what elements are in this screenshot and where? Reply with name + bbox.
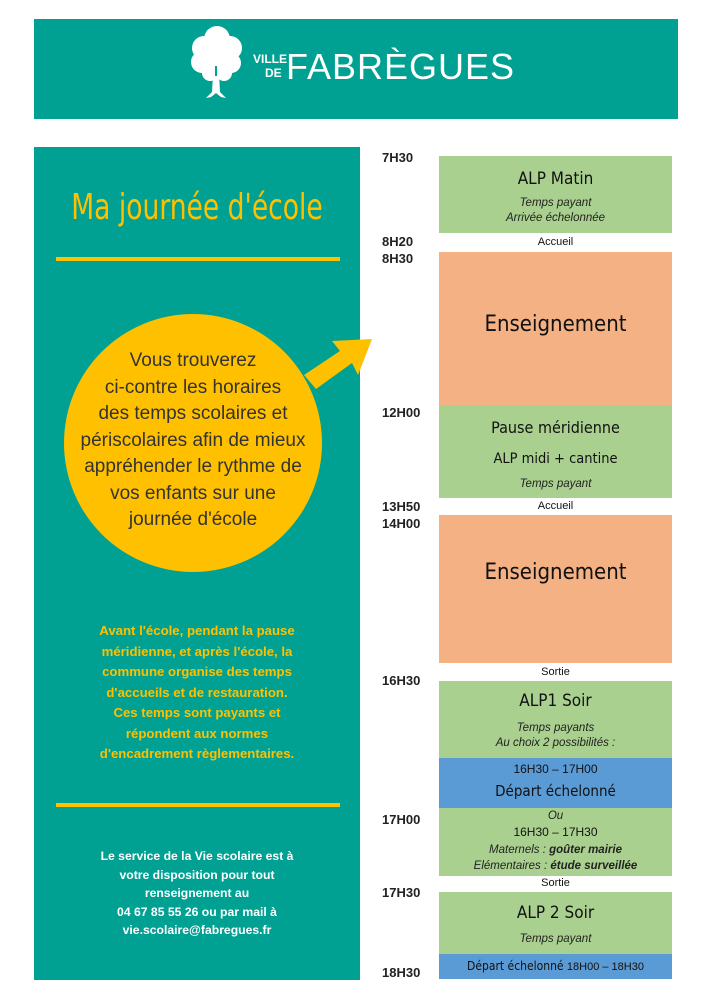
contact-info	[54, 847, 340, 940]
alp1-soir-line: Temps payants	[516, 722, 595, 734]
elementaires-value: étude surveillée	[550, 860, 638, 872]
tree-icon	[190, 26, 242, 102]
brand-ville: VILLE	[253, 52, 288, 66]
maternels-label: Maternels :	[489, 844, 550, 856]
contact-line: votre disposition pour tout	[119, 867, 275, 882]
depart-echelonne-evening-block	[439, 954, 672, 979]
intro-line: appréhender le rythme de	[84, 456, 302, 477]
depart-evening-title: Départ échelonné	[467, 959, 564, 973]
intro-line: périscolaires afin de mieux	[80, 429, 306, 451]
depart-time: 16H30 – 17H00	[513, 762, 598, 776]
maternels-value: goûter mairie	[549, 844, 622, 856]
accueil-label: Accueil	[537, 236, 574, 248]
intro-text	[64, 348, 322, 534]
pause-meridienne-block	[439, 405, 672, 498]
intro-line: journée d'école	[128, 509, 258, 530]
info-line: Ces temps sont payants et	[113, 705, 281, 720]
time-label: 8H20	[382, 234, 414, 249]
info-line: commune organise des temps	[102, 664, 292, 679]
pause-title: Pause méridienne	[491, 418, 620, 437]
time-label: 17H00	[382, 812, 421, 827]
alp-matin-line: Temps payant	[519, 197, 592, 209]
intro-circle	[64, 314, 322, 572]
info-panel	[34, 147, 360, 980]
option-elementaires	[439, 859, 672, 873]
divider-top	[56, 257, 340, 261]
pause-line: Temps payant	[519, 478, 592, 490]
contact-email[interactable]: vie.scolaire@fabregues.fr	[122, 923, 272, 938]
sortie-label: Sortie	[541, 877, 570, 889]
time-label: 17H30	[382, 885, 421, 900]
info-line: méridienne, et après l'école, la	[101, 643, 293, 659]
enseignement-afternoon-block	[439, 515, 672, 663]
contact-line: Le service de la Vie scolaire est à	[100, 849, 294, 863]
info-line: Avant l'école, pendant la pause	[99, 623, 295, 638]
info-paragraph	[48, 621, 346, 765]
info-line: d'accueils et de restauration.	[106, 684, 288, 700]
alp1-soir-block	[439, 681, 672, 758]
enseignement-morning-block	[439, 252, 672, 405]
alp-matin-title: ALP Matin	[517, 169, 594, 189]
time-label: 7H30	[382, 150, 414, 165]
info-line: d'encadrement règlementaires.	[99, 746, 295, 761]
intro-line: vos enfants sur une	[110, 482, 276, 504]
intro-line: des temps scolaires et	[98, 403, 288, 424]
depart-title: Départ échelonné	[495, 782, 616, 800]
time-label: 18H30	[382, 965, 421, 980]
option-time: 16H30 – 17H30	[513, 825, 598, 839]
intro-line: ci-contre les horaires	[104, 376, 282, 398]
info-line: répondent aux normes	[125, 725, 269, 741]
option-maternels	[439, 843, 672, 857]
time-label: 8H30	[382, 251, 414, 266]
option-gouter-etude-block	[439, 808, 672, 876]
pause-line: ALP midi + cantine	[493, 451, 618, 467]
contact-phone[interactable]: 04 67 85 55 26 ou par mail à	[117, 904, 277, 919]
enseignement-title: Enseignement	[484, 560, 627, 585]
alp1-soir-title: ALP1 Soir	[519, 691, 592, 711]
enseignement-title: Enseignement	[484, 312, 627, 337]
alp2-soir-block	[439, 892, 672, 954]
time-label: 16H30	[382, 673, 421, 688]
brand-name: FABRÈGUES	[286, 46, 516, 87]
time-label: 13H50	[382, 499, 421, 514]
alp-matin-line: Arrivée échelonnée	[505, 212, 606, 224]
alp-matin-block	[439, 156, 672, 233]
brand-de: DE	[265, 66, 282, 80]
alp2-soir-title: ALP 2 Soir	[516, 903, 595, 923]
depart-evening-time: 18H00 – 18H30	[566, 961, 644, 973]
divider-bottom	[56, 803, 340, 807]
intro-line: Vous trouverez	[129, 350, 257, 371]
panel-title: Ma journée d'école	[71, 187, 323, 228]
depart-evening-line	[439, 959, 672, 974]
alp1-soir-line: Au choix 2 possibilités :	[495, 737, 616, 749]
option-ou: Ou	[547, 810, 564, 822]
accueil-label: Accueil	[537, 500, 574, 512]
contact-line: renseignement au	[144, 886, 250, 901]
sortie-label: Sortie	[541, 666, 570, 678]
time-label: 14H00	[382, 516, 421, 531]
time-label: 12H00	[382, 405, 421, 420]
depart-echelonne-block	[439, 758, 672, 808]
elementaires-label: Elémentaires :	[473, 860, 551, 872]
alp2-soir-line: Temps payant	[519, 933, 592, 945]
